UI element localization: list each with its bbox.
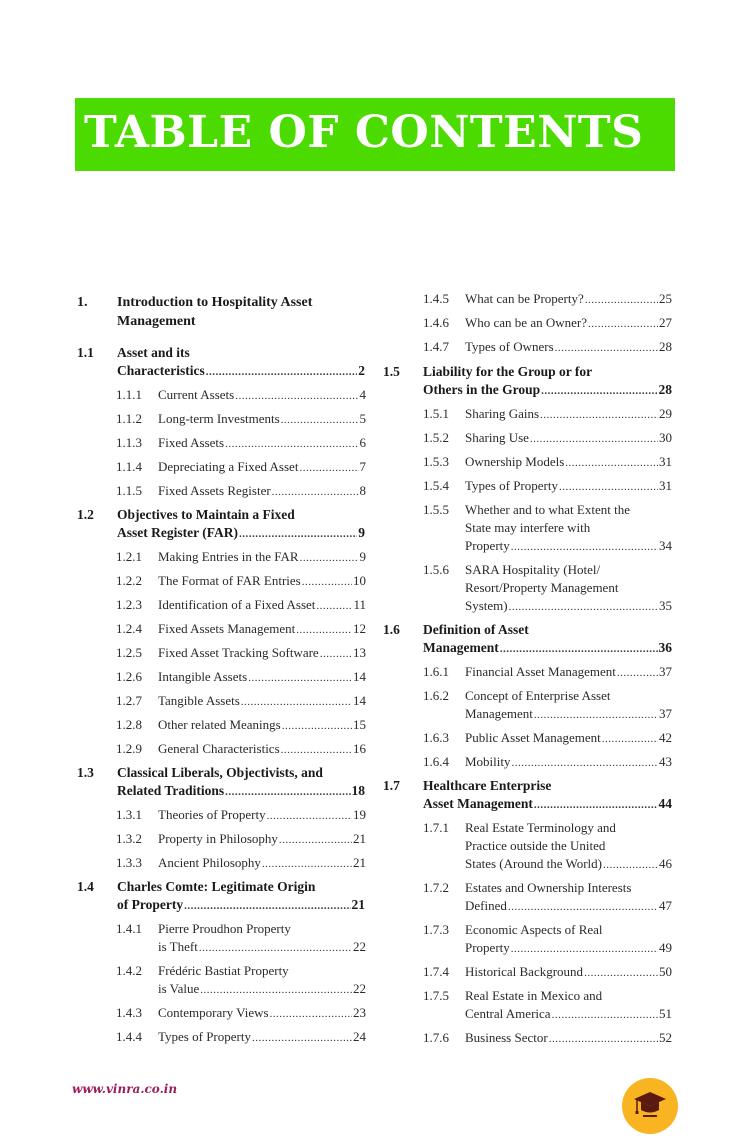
section-title: Long-term Investments [158,411,280,426]
dot-leader [540,406,658,424]
section-title: Current Assets [158,387,235,402]
section-number: 1.1.1 [116,387,142,402]
dot-leader [584,964,658,982]
section-title-cont: States (Around the World) [465,856,602,871]
section-title: Charles Comte: Legitimate Origin [117,879,316,894]
dot-leader [184,897,350,915]
section-title-cont: Asset Register (FAR) [117,525,238,540]
page-number: 36 [658,640,672,655]
section-number: 1.7.4 [423,964,449,979]
section-title: Fixed Asset Tracking Software [158,645,319,660]
section-number: 1.5.5 [423,502,449,517]
page-number: 25 [659,291,672,306]
dot-leader [602,730,658,748]
section-number: 1.5.2 [423,430,449,445]
page-number: 23 [353,1005,366,1020]
section-title-cont: Related Traditions [117,783,225,798]
section-number: 1.3 [77,765,94,780]
section-title: Making Entries in the FAR [158,549,299,564]
dot-leader [316,597,352,615]
page-number: 21 [353,855,366,870]
section-title-cont: of Property [117,897,184,912]
page-number: 22 [353,939,366,954]
page-number: 46 [659,856,672,871]
page-number: 2 [358,363,365,378]
page-number: 34 [659,538,672,553]
dot-leader [603,856,658,874]
section-title: Sharing Use [465,430,529,445]
page-title: TABLE OF CONTENTS [84,107,644,158]
section-number: 1.3.2 [116,831,142,846]
section-title: Classical Liberals, Objectivists, and [117,765,323,780]
page-number: 28 [659,339,672,354]
section-title: Asset and its [117,345,190,360]
section-title: Fixed Assets Management [158,621,296,636]
section-title: Business Sector [465,1030,548,1045]
page-number: 29 [659,406,672,421]
graduation-cap-icon [632,1090,668,1120]
dot-leader [252,1029,352,1047]
section-number: 1.5.4 [423,478,449,493]
section-title: Who can be an Owner? [465,315,587,330]
dot-leader [559,478,658,496]
section-title: Mobility [465,754,511,769]
section-title-cont: Others in the Group [423,382,541,397]
dot-leader [552,1006,658,1024]
dot-leader [511,940,658,958]
section-number: 1.1.2 [116,411,142,426]
page-number: 14 [353,669,366,684]
section-title-cont: System) [465,598,508,613]
page-number: 31 [659,454,672,469]
section-title: Contemporary Views [158,1005,269,1020]
section-title: Estates and Ownership Interests [465,880,632,895]
section-number: 1.6.2 [423,688,449,703]
section-number: 1.2.4 [116,621,142,636]
page-number: 14 [353,693,366,708]
section-number: 1.1.3 [116,435,142,450]
section-title: Financial Asset Management [465,664,616,679]
chapter-title-line1: Introduction to Hospitality Asset [117,295,313,310]
section-number: 1.4 [77,879,94,894]
page-number: 35 [659,598,672,613]
section-title-cont: Property [465,940,510,955]
section-title-cont: Property [465,538,510,553]
page-number: 11 [353,597,366,612]
section-title: Real Estate Terminology and [465,820,616,835]
page-number: 4 [359,387,366,402]
page-number: 28 [658,382,672,397]
dot-leader [565,454,658,472]
dot-leader [555,339,658,357]
section-title: Theories of Property [158,807,266,822]
dot-leader [512,754,658,772]
section-number: 1.1.4 [116,459,142,474]
page-number: 19 [353,807,366,822]
section-number: 1.7.3 [423,922,449,937]
page-number: 9 [358,525,365,540]
page-number: 50 [659,964,672,979]
dot-leader [296,621,352,639]
section-number: 1.5.1 [423,406,449,421]
section-number: 1.1 [77,345,94,360]
website-link[interactable]: www.vinra.co.in [72,1082,178,1096]
dot-leader [235,387,358,405]
section-title: Economic Aspects of Real [465,922,603,937]
page-number: 22 [353,981,366,996]
dot-leader [302,573,352,591]
section-number: 1.5 [383,364,400,379]
section-title: Types of Property [158,1029,251,1044]
section-title: Concept of Enterprise Asset [465,688,611,703]
dot-leader [549,1030,658,1048]
dot-leader [508,898,658,916]
page-number: 10 [353,573,366,588]
section-title: Intangible Assets [158,669,248,684]
section-title: Objectives to Maintain a Fixed [117,507,295,522]
section-number: 1.4.4 [116,1029,142,1044]
page-number: 16 [353,741,366,756]
section-number: 1.2.7 [116,693,142,708]
section-title: Historical Background [465,964,584,979]
section-title: Healthcare Enterprise [423,778,552,793]
dot-leader [267,807,352,825]
dot-leader [509,598,658,616]
dot-leader [588,315,658,333]
section-title-cont: Asset Management [423,796,533,811]
page-number: 27 [659,315,672,330]
dot-leader [279,831,352,849]
section-number: 1.5.3 [423,454,449,469]
chapter-number: 1. [77,295,88,310]
section-title: Sharing Gains [465,406,540,421]
section-number: 1.6 [383,622,400,637]
section-title: Other related Meanings [158,717,281,732]
section-title: What can be Property? [465,291,584,306]
section-title-cont: Resort/Property Management [465,580,619,595]
section-title: Fixed Assets [158,435,225,450]
section-number: 1.6.3 [423,730,449,745]
section-number: 1.1.5 [116,483,142,498]
dot-leader [511,538,658,556]
section-title: Liability for the Group or for [423,364,593,379]
section-number: 1.2 [77,507,94,522]
section-title-cont: Central America [465,1006,551,1021]
dot-leader [241,693,352,711]
title-banner [75,98,675,171]
section-number: 1.4.2 [116,963,142,978]
dot-leader [541,382,657,400]
section-title-cont: is Theft [158,939,198,954]
section-title: Ownership Models [465,454,565,469]
section-title-cont: is Value [158,981,200,996]
section-number: 1.2.1 [116,549,142,564]
section-title: Tangible Assets [158,693,240,708]
section-title-cont: State may interfere with [465,520,591,535]
section-title: Pierre Proudhon Property [158,921,291,936]
section-number: 1.2.3 [116,597,142,612]
section-title: Public Asset Management [465,730,601,745]
page-number: 6 [359,435,366,450]
section-title-cont: Management [465,706,533,721]
section-title: Depreciating a Fixed Asset [158,459,299,474]
section-number: 1.6.4 [423,754,449,769]
section-number: 1.7.2 [423,880,449,895]
dot-leader [299,459,358,477]
dot-leader [225,435,358,453]
dot-leader [530,430,658,448]
section-title: Fixed Assets Register [158,483,271,498]
section-number: 1.4.1 [116,921,142,936]
chapter-title-line2: Management [117,314,196,329]
dot-leader [270,1005,352,1023]
dot-leader [281,741,352,759]
section-number: 1.2.2 [116,573,142,588]
page-number: 31 [659,478,672,493]
section-number: 1.2.5 [116,645,142,660]
section-title: Property in Philosophy [158,831,278,846]
dot-leader [206,363,358,381]
page-number: 30 [659,430,672,445]
section-title-cont: Practice outside the United [465,838,606,853]
dot-leader [239,525,357,543]
publisher-logo [622,1078,678,1134]
page-number: 37 [659,706,672,721]
section-number: 1.6.1 [423,664,449,679]
dot-leader [199,939,352,957]
dot-leader [300,549,359,567]
dot-leader [534,706,658,724]
section-title-cont: Characteristics [117,363,205,378]
dot-leader [225,783,350,801]
dot-leader [262,855,352,873]
page-number: 8 [359,483,366,498]
section-number: 1.4.6 [423,315,449,330]
dot-leader [500,640,658,658]
section-number: 1.7.1 [423,820,449,835]
section-title: Definition of Asset [423,622,529,637]
section-title: Real Estate in Mexico and [465,988,603,1003]
section-title: General Characteristics [158,741,280,756]
section-number: 1.7.5 [423,988,449,1003]
page-number: 9 [359,549,366,564]
section-number: 1.5.6 [423,562,449,577]
dot-leader [320,645,352,663]
section-number: 1.2.9 [116,741,142,756]
section-number: 1.2.8 [116,717,142,732]
section-title: Frédéric Bastiat Property [158,963,289,978]
dot-leader [282,717,352,735]
dot-leader [200,981,352,999]
page-number: 52 [659,1030,672,1045]
page-number: 12 [353,621,366,636]
page-number: 5 [359,411,366,426]
dot-leader [617,664,658,682]
section-title: Types of Property [465,478,558,493]
page-number: 51 [659,1006,672,1021]
section-title: Ancient Philosophy [158,855,261,870]
page-number: 42 [659,730,672,745]
page-number: 7 [359,459,366,474]
section-number: 1.4.7 [423,339,449,354]
section-title: Whether and to what Extent the [465,502,630,517]
page-number: 21 [353,831,366,846]
dot-leader [281,411,359,429]
section-number: 1.7 [383,778,400,793]
section-title-cont: Defined [465,898,507,913]
dot-leader [534,796,658,814]
page-number: 37 [659,664,672,679]
page-number: 21 [351,897,365,912]
dot-leader [272,483,359,501]
page-number: 49 [659,940,672,955]
page-number: 18 [351,783,365,798]
section-number: 1.7.6 [423,1030,449,1045]
section-number: 1.4.3 [116,1005,142,1020]
dot-leader [585,291,658,309]
page-number: 43 [659,754,672,769]
section-title: Identification of a Fixed Asset [158,597,316,612]
section-title: SARA Hospitality (Hotel/ [465,562,601,577]
section-number: 1.3.1 [116,807,142,822]
section-title: The Format of FAR Entries [158,573,301,588]
section-title: Types of Owners [465,339,554,354]
page-number: 15 [353,717,366,732]
section-title-cont: Management [423,640,499,655]
dot-leader [248,669,352,687]
page-number: 13 [353,645,366,660]
section-number: 1.3.3 [116,855,142,870]
section-number: 1.2.6 [116,669,142,684]
section-number: 1.4.5 [423,291,449,306]
page-number: 47 [659,898,672,913]
page-number: 24 [353,1029,366,1044]
page-number: 44 [658,796,672,811]
